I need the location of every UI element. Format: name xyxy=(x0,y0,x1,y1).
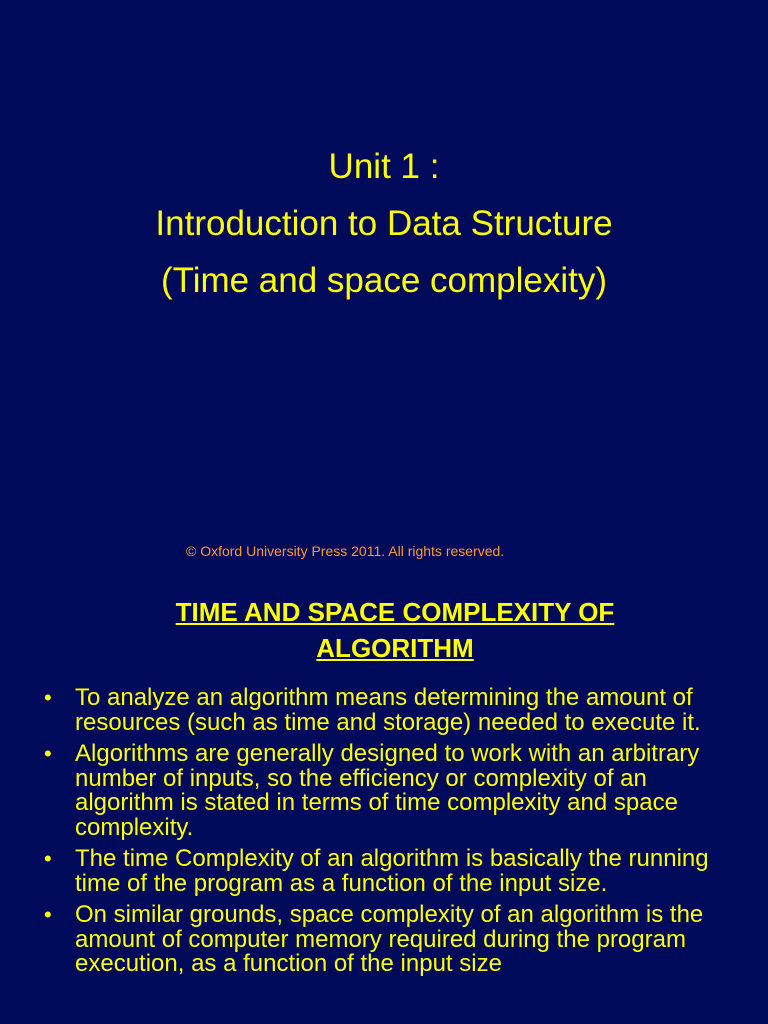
title-line-subtopic: (Time and space complexity) xyxy=(160,261,608,300)
slide-title xyxy=(0,138,768,309)
section-heading xyxy=(0,594,768,666)
bullet-list xyxy=(44,686,744,984)
bullet-dot-icon: • xyxy=(44,902,52,927)
copyright-notice: © Oxford University Press 2011. All rights reserved. xyxy=(186,543,505,559)
bullet-text: Algorithms are generally designed to work with an arbitrary number of inputs, so the efficiency or complexity of an algorithm is stated in terms of time complexity and space complexity. xyxy=(75,740,700,841)
bullet-text: On similar grounds, space complexity of an algorithm is the amount of computer memory required during the program execution, as a function of the input size xyxy=(75,901,704,977)
bullet-text: To analyze an algorithm means determining the amount of resources (such as time and storage) needed to execute it. xyxy=(75,684,701,736)
bullet-item xyxy=(44,903,744,977)
bullet-text: The time Complexity of an algorithm is basically the running time of the program as a function of the input size. xyxy=(75,845,709,897)
title-line-unit: Unit 1 : xyxy=(328,147,440,186)
bullet-dot-icon: • xyxy=(44,741,52,766)
bullet-item xyxy=(44,742,744,840)
bullet-item xyxy=(44,686,744,735)
heading-line-1: TIME AND SPACE COMPLEXITY OF xyxy=(175,597,615,627)
title-line-topic: Introduction to Data Structure xyxy=(155,204,613,243)
bullet-item xyxy=(44,847,744,896)
bullet-dot-icon: • xyxy=(44,846,52,871)
heading-line-2: ALGORITHM xyxy=(316,633,474,663)
bullet-dot-icon: • xyxy=(44,685,52,710)
